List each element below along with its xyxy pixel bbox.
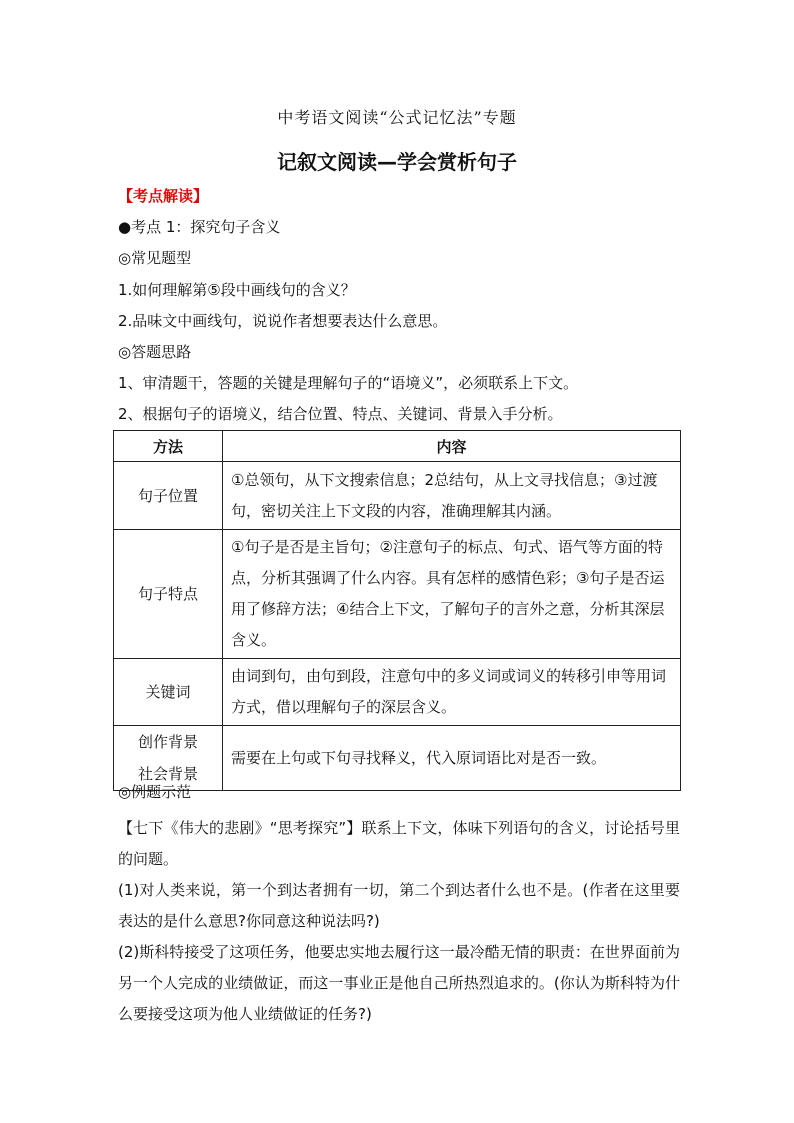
table-row xyxy=(114,530,681,659)
content-cell: ①总领句，从下文搜索信息；2总结句，从上文寻找信息；③过渡句，密切关注上下文段的内容，准确理解其内涵。 xyxy=(223,462,681,530)
table-row xyxy=(114,462,681,530)
column-header-method: 方法 xyxy=(114,431,223,462)
content-cell: 需要在上句或下句寻找释义，代入原词语比对是否一致。 xyxy=(223,726,681,791)
column-header-content: 内容 xyxy=(223,431,681,462)
approach-item: 1、审清题干，答题的关键是理解句子的“语境义”，必须联系上下文。 xyxy=(118,374,579,392)
content-cell: 由词到句，由句到段，注意句中的多义词或词义的转移引申等用词方式，借以理解句子的深层含义。 xyxy=(223,659,681,726)
methods-table xyxy=(113,430,681,791)
table-header-row xyxy=(114,431,681,462)
content-cell: ①句子是否是主旨句；②注意句子的标点、句式、语气等方面的特点，分析其强调了什么内容。具有怎样的感情色彩；③句子是否运用了修辞方法；④结合上下文，了解句子的言外之意，分析其深层含义。 xyxy=(223,530,681,659)
table-row xyxy=(114,659,681,726)
common-types-heading: ◎常见题型 xyxy=(118,249,192,267)
approach-heading: ◎答题思路 xyxy=(118,343,192,361)
method-cell: 关键词 xyxy=(114,659,223,726)
example-heading: ◎例题示范 xyxy=(118,783,192,801)
example-intro: 【七下《伟大的悲剧》“思考探究”】联系上下文，体味下列语句的含义，讨论括号里的问题。 xyxy=(118,819,680,868)
common-type-item: 1.如何理解第⑤段中画线句的含义？ xyxy=(118,281,356,299)
method-cell: 句子位置 xyxy=(114,462,223,530)
method-cell: 句子特点 xyxy=(114,530,223,659)
example-question-2: (2)斯科特接受了这项任务，他要忠实地去履行这一最冷酷无情的职责：在世界面前为另一个人完成的业绩做证，而这一事业正是他自己所热烈追求的。(你认为斯科特为什么要接受这项为他人业绩做证的任务?) xyxy=(118,943,680,1023)
point-heading: ●考点 1：探究句子含义 xyxy=(118,218,281,236)
section-label: 【考点解读】 xyxy=(118,187,209,205)
series-title: 中考语文阅读“公式记忆法”专题 xyxy=(277,108,517,127)
common-type-item: 2.品味文中画线句，说说作者想要表达什么意思。 xyxy=(118,312,448,330)
table-row xyxy=(114,726,681,791)
approach-item: 2、根据句子的语境义，结合位置、特点、关键词、背景入手分析。 xyxy=(118,405,563,423)
method-cell: 创作背景 社会背景 xyxy=(114,726,223,791)
example-question-1: (1)对人类来说，第一个到达者拥有一切，第二个到达者什么也不是。(作者在这里要表达的是什么意思?你同意这种说法吗?) xyxy=(118,881,680,930)
page-title: 记叙文阅读—学会赏析句子 xyxy=(277,150,517,174)
